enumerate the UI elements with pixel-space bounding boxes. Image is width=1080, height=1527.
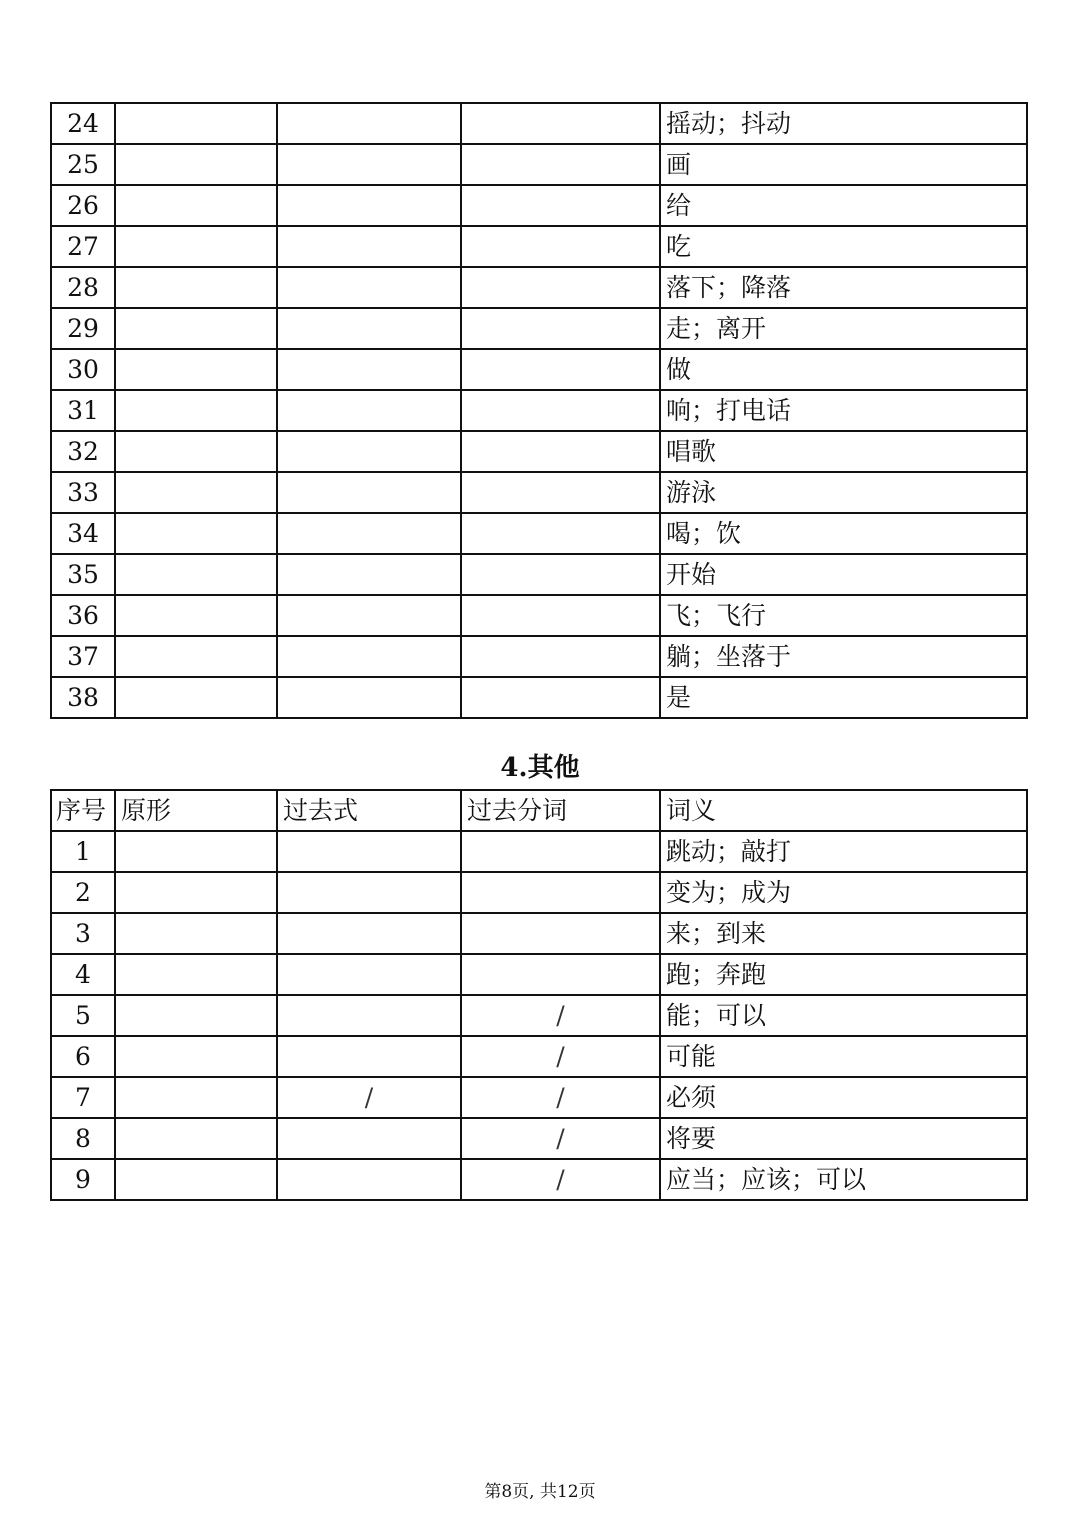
meaning-cell: 走；离开 <box>660 308 1027 349</box>
meaning-cell: 唱歌 <box>660 431 1027 472</box>
meaning-cell: 做 <box>660 349 1027 390</box>
past-participle-cell <box>461 185 660 226</box>
verb-table-body <box>51 103 1027 718</box>
row-number: 2 <box>51 872 115 913</box>
page-footer: 第8页, 共12页 <box>484 1482 596 1502</box>
table-row <box>51 872 1027 913</box>
row-number: 9 <box>51 1159 115 1200</box>
meaning-cell: 是 <box>660 677 1027 718</box>
past-tense-cell <box>277 995 461 1036</box>
past-participle-cell <box>461 103 660 144</box>
past-participle-cell <box>461 677 660 718</box>
past-participle-cell <box>461 636 660 677</box>
header-past-tense: 过去式 <box>277 790 461 831</box>
base-form-cell <box>115 513 277 554</box>
base-form-cell <box>115 1159 277 1200</box>
past-participle-cell: / <box>461 1118 660 1159</box>
past-participle-cell <box>461 472 660 513</box>
row-number: 25 <box>51 144 115 185</box>
past-tense-cell <box>277 636 461 677</box>
meaning-cell: 将要 <box>660 1118 1027 1159</box>
past-tense-cell <box>277 390 461 431</box>
row-number: 27 <box>51 226 115 267</box>
past-tense-cell <box>277 308 461 349</box>
section-title-other: 4.其他 <box>500 753 580 783</box>
meaning-cell: 给 <box>660 185 1027 226</box>
meaning-cell: 画 <box>660 144 1027 185</box>
base-form-cell <box>115 995 277 1036</box>
meaning-cell: 可能 <box>660 1036 1027 1077</box>
past-participle-cell <box>461 954 660 995</box>
past-participle-cell <box>461 267 660 308</box>
header-num: 序号 <box>51 790 115 831</box>
row-number: 32 <box>51 431 115 472</box>
base-form-cell <box>115 1077 277 1118</box>
table-row <box>51 390 1027 431</box>
base-form-cell <box>115 308 277 349</box>
table-row <box>51 226 1027 267</box>
header-base-form: 原形 <box>115 790 277 831</box>
table-row <box>51 954 1027 995</box>
past-tense-cell <box>277 595 461 636</box>
base-form-cell <box>115 831 277 872</box>
base-form-cell <box>115 144 277 185</box>
table-row <box>51 995 1027 1036</box>
past-participle-cell: / <box>461 1036 660 1077</box>
row-number: 26 <box>51 185 115 226</box>
past-participle-cell <box>461 226 660 267</box>
row-number: 8 <box>51 1118 115 1159</box>
row-number: 38 <box>51 677 115 718</box>
past-tense-cell <box>277 267 461 308</box>
past-participle-cell <box>461 431 660 472</box>
other-table-body <box>51 831 1027 1200</box>
past-participle-cell <box>461 831 660 872</box>
meaning-cell: 喝；饮 <box>660 513 1027 554</box>
base-form-cell <box>115 954 277 995</box>
base-form-cell <box>115 872 277 913</box>
meaning-cell: 变为；成为 <box>660 872 1027 913</box>
table-row <box>51 1077 1027 1118</box>
row-number: 5 <box>51 995 115 1036</box>
past-tense-cell <box>277 185 461 226</box>
row-number: 6 <box>51 1036 115 1077</box>
other-verbs-table <box>50 789 1028 1201</box>
table-row <box>51 513 1027 554</box>
row-number: 34 <box>51 513 115 554</box>
base-form-cell <box>115 913 277 954</box>
past-tense-cell <box>277 472 461 513</box>
row-number: 24 <box>51 103 115 144</box>
table-row <box>51 267 1027 308</box>
past-tense-cell <box>277 872 461 913</box>
table-row <box>51 349 1027 390</box>
row-number: 35 <box>51 554 115 595</box>
past-tense-cell <box>277 954 461 995</box>
row-number: 33 <box>51 472 115 513</box>
past-participle-cell <box>461 872 660 913</box>
meaning-cell: 落下；降落 <box>660 267 1027 308</box>
meaning-cell: 来；到来 <box>660 913 1027 954</box>
past-tense-cell <box>277 226 461 267</box>
past-participle-cell <box>461 554 660 595</box>
meaning-cell: 能；可以 <box>660 995 1027 1036</box>
base-form-cell <box>115 1118 277 1159</box>
base-form-cell <box>115 226 277 267</box>
past-tense-cell <box>277 677 461 718</box>
past-tense-cell <box>277 1159 461 1200</box>
table-row <box>51 185 1027 226</box>
row-number: 29 <box>51 308 115 349</box>
base-form-cell <box>115 595 277 636</box>
table-row <box>51 554 1027 595</box>
meaning-cell: 响；打电话 <box>660 390 1027 431</box>
row-number: 30 <box>51 349 115 390</box>
past-tense-cell <box>277 103 461 144</box>
past-participle-cell <box>461 595 660 636</box>
verb-table-continued <box>50 102 1028 719</box>
header-meaning: 词义 <box>660 790 1027 831</box>
table-row <box>51 595 1027 636</box>
base-form-cell <box>115 472 277 513</box>
past-tense-cell <box>277 554 461 595</box>
past-tense-cell <box>277 349 461 390</box>
base-form-cell <box>115 636 277 677</box>
past-tense-cell <box>277 144 461 185</box>
meaning-cell: 吃 <box>660 226 1027 267</box>
base-form-cell <box>115 349 277 390</box>
meaning-cell: 必须 <box>660 1077 1027 1118</box>
table-row <box>51 431 1027 472</box>
base-form-cell <box>115 1036 277 1077</box>
table-row <box>51 472 1027 513</box>
row-number: 1 <box>51 831 115 872</box>
meaning-cell: 游泳 <box>660 472 1027 513</box>
base-form-cell <box>115 103 277 144</box>
table-row <box>51 1118 1027 1159</box>
row-number: 28 <box>51 267 115 308</box>
past-participle-cell <box>461 349 660 390</box>
past-participle-cell: / <box>461 995 660 1036</box>
past-tense-cell <box>277 913 461 954</box>
meaning-cell: 开始 <box>660 554 1027 595</box>
past-participle-cell: / <box>461 1077 660 1118</box>
base-form-cell <box>115 554 277 595</box>
table-row <box>51 308 1027 349</box>
past-participle-cell <box>461 308 660 349</box>
base-form-cell <box>115 267 277 308</box>
past-tense-cell: / <box>277 1077 461 1118</box>
row-number: 3 <box>51 913 115 954</box>
past-tense-cell <box>277 1118 461 1159</box>
base-form-cell <box>115 677 277 718</box>
table-row <box>51 1036 1027 1077</box>
meaning-cell: 跑；奔跑 <box>660 954 1027 995</box>
past-tense-cell <box>277 1036 461 1077</box>
row-number: 31 <box>51 390 115 431</box>
base-form-cell <box>115 390 277 431</box>
table-row <box>51 913 1027 954</box>
row-number: 36 <box>51 595 115 636</box>
past-participle-cell <box>461 513 660 554</box>
past-tense-cell <box>277 513 461 554</box>
meaning-cell: 飞；飞行 <box>660 595 1027 636</box>
base-form-cell <box>115 185 277 226</box>
table-row <box>51 677 1027 718</box>
base-form-cell <box>115 431 277 472</box>
table-row <box>51 636 1027 677</box>
table-row <box>51 831 1027 872</box>
past-participle-cell <box>461 913 660 954</box>
meaning-cell: 跳动；敲打 <box>660 831 1027 872</box>
row-number: 37 <box>51 636 115 677</box>
row-number: 7 <box>51 1077 115 1118</box>
table-row <box>51 144 1027 185</box>
header-past-participle: 过去分词 <box>461 790 660 831</box>
past-participle-cell: / <box>461 1159 660 1200</box>
meaning-cell: 摇动；抖动 <box>660 103 1027 144</box>
past-tense-cell <box>277 431 461 472</box>
meaning-cell: 应当；应该；可以 <box>660 1159 1027 1200</box>
past-tense-cell <box>277 831 461 872</box>
past-participle-cell <box>461 390 660 431</box>
table-header-row <box>51 790 1027 831</box>
table-row <box>51 1159 1027 1200</box>
past-participle-cell <box>461 144 660 185</box>
table-row <box>51 103 1027 144</box>
row-number: 4 <box>51 954 115 995</box>
meaning-cell: 躺；坐落于 <box>660 636 1027 677</box>
